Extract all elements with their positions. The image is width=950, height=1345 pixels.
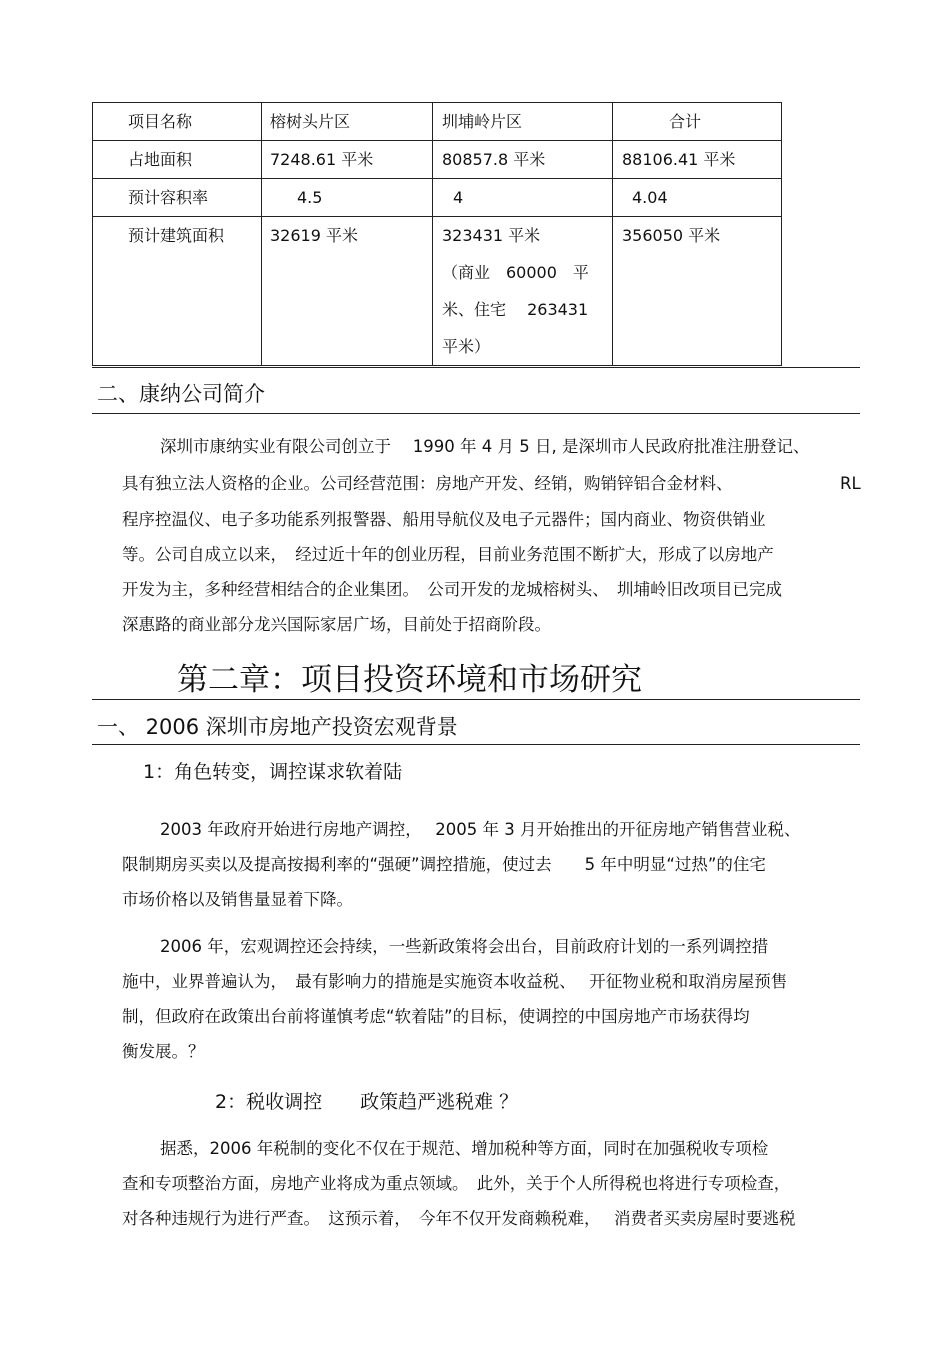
table-cell: 32619 平米 [262,217,433,366]
table-cell: 4.5 [262,179,433,217]
paragraph-line: 深圳市康纳实业有限公司创立于 1990 年 4 月 5 日, 是深圳市人民政府批准注册登记、 [160,437,810,456]
table-cell: 占地面积 [93,141,262,179]
section-heading: 一、 2006 深圳市房地产投资宏观背景 [97,715,458,739]
cell-line: 平米） [442,337,491,356]
paragraph-line: 深惠路的商业部分龙兴国际家居广场，目前处于招商阶段。 [122,615,551,634]
table-header-cell: 合计 [613,103,782,141]
table-cell: 356050 平米 [613,217,782,366]
paragraph-line: 对各种违规行为进行严查。 这预示着， 今年不仅开发商赖税难， 消费者买卖房屋时要逃税 [122,1209,796,1228]
table-cell: 4.04 [613,179,782,217]
divider [92,367,860,368]
subsection-heading: 1：角色转变，调控谋求软着陆 [143,761,403,783]
paragraph-line: 等。公司自成立以来， 经过近十年的创业历程，目前业务范围不断扩大，形成了以房地产 [122,545,774,564]
table-cell: 4 [433,179,613,217]
paragraph-line: 开发为主，多种经营相结合的企业集团。 公司开发的龙城榕树头、 圳埔岭旧改项目已完成 [122,580,782,599]
paragraph-line: 限制期房买卖以及提高按揭利率的“强硬”调控措施，使过去 5 年中明显“过热”的住宅 [122,855,766,874]
divider [92,413,860,414]
table-header-cell: 榕树头片区 [262,103,433,141]
paragraph-line: RL [840,474,861,493]
divider [92,744,860,745]
cell-line: 米、住宅 263431 [442,300,589,319]
table-cell: 88106.41 平米 [613,141,782,179]
paragraph-line: 程序控温仪、电子多功能系列报警器、船用导航仪及电子元器件；国内商业、物资供销业 [122,510,766,529]
cell-line: （商业 60000 平 [442,263,589,282]
table-header-cell: 圳埔岭片区 [433,103,613,141]
chapter-title: 第二章：项目投资环境和市场研究 [177,662,642,698]
cell-line: 323431 平米 [442,226,541,245]
table-cell [433,217,613,366]
paragraph-line: 施中，业界普遍认为， 最有影响力的措施是实施资本收益税、 开征物业税和取消房屋预售 [122,972,788,991]
table-cell: 预计容积率 [93,179,262,217]
paragraph-line: 具有独立法人资格的企业。公司经营范围：房地产开发、经销，购销锌铝合金材料、 [122,474,733,493]
paragraph-line: 查和专项整治方面，房地产业将成为重点领域。 此外，关于个人所得税也将进行专项检查， [122,1174,791,1193]
paragraph-line: 2006 年，宏观调控还会持续，一些新政策将会出台，目前政府计划的一系列调控措 [160,937,769,956]
subsection-heading: 2：税收调控 政策趋严逃税难 ？ [215,1091,519,1113]
paragraph-line: 据悉，2006 年税制的变化不仅在于规范、增加税种等方面，同时在加强税收专项检 [160,1139,769,1158]
paragraph-line: 制，但政府在政策出台前将谨慎考虑“软着陆”的目标，使调控的中国房地产市场获得均 [122,1007,750,1026]
table-cell: 预计建筑面积 [93,217,262,366]
paragraph-line: 市场价格以及销售量显着下降。 [122,890,353,909]
table-header-cell: 项目名称 [93,103,262,141]
paragraph-line: 衡发展。？ [122,1042,205,1061]
project-table [92,102,782,366]
section-heading: 二、康纳公司简介 [97,382,265,406]
table-cell: 7248.61 平米 [262,141,433,179]
divider [92,699,860,700]
table-cell: 80857.8 平米 [433,141,613,179]
paragraph-line: 2003 年政府开始进行房地产调控， 2005 年 3 月开始推出的开征房地产销售营业税、 [160,820,801,839]
